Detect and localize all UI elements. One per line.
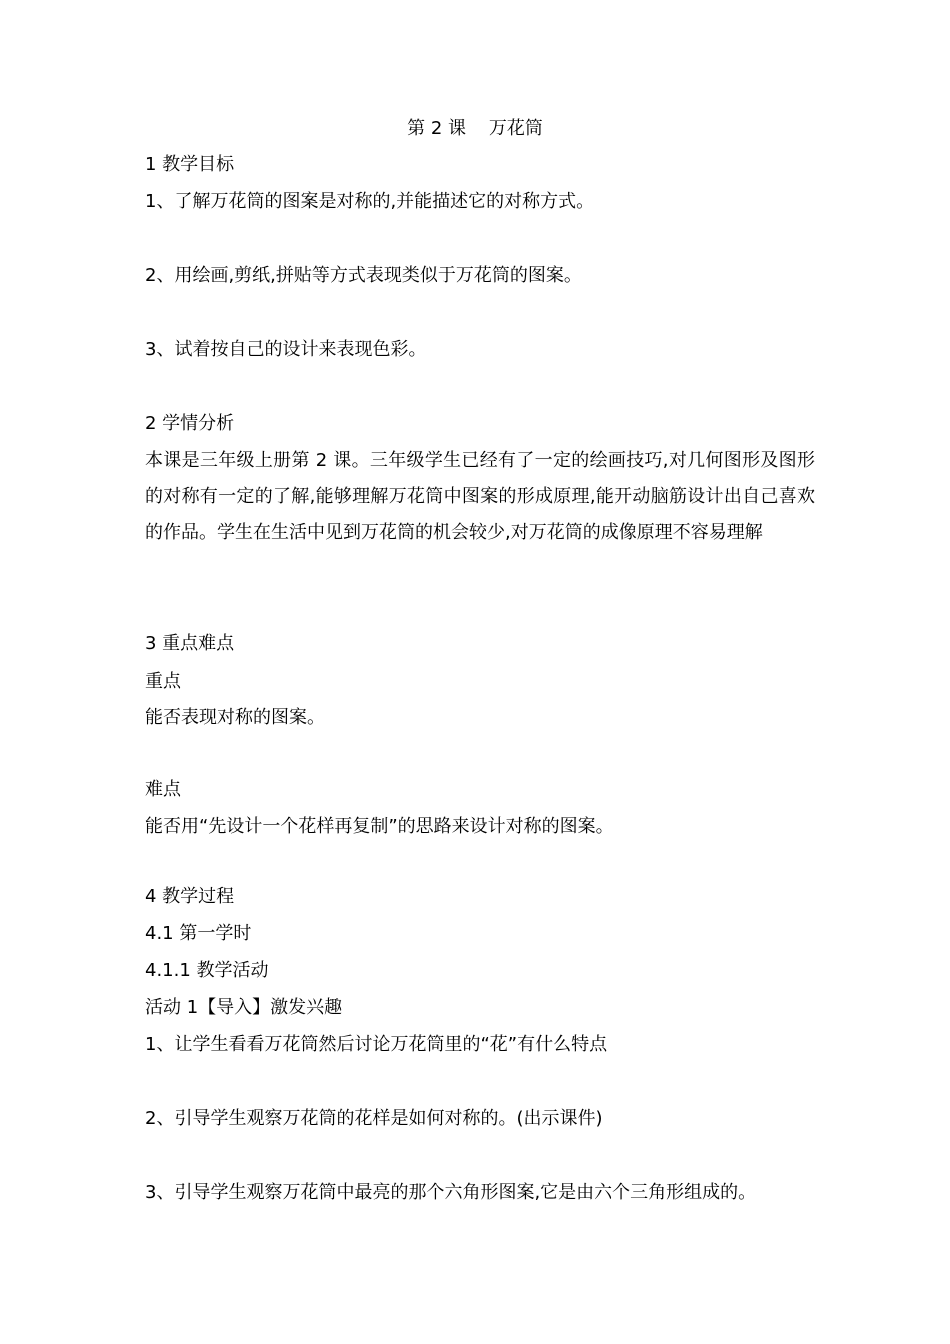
focus-label: 重点	[145, 671, 181, 692]
analysis-paragraph: 本课是三年级上册第 2 课。三年级学生已经有了一定的绘画技巧,对几何图形及图形的对称有一定的了解,能够理解万花筒中图案的形成原理,能开动脑筋设计出自己喜欢的作品。学生在生活中见到万花筒的机会较少,对万花筒的成像原理不容易理解	[145, 450, 815, 543]
section-heading-keypoints: 3 重点难点	[145, 633, 235, 654]
process-item: 3、引导学生观察万花筒中最亮的那个六角形图案,它是由六个三角形组成的。	[145, 1182, 757, 1203]
page-title: 第 2 课 万花筒	[407, 118, 543, 139]
section-heading-goals: 1 教学目标	[145, 154, 235, 175]
activity-heading: 活动 1【导入】激发兴趣	[145, 997, 343, 1018]
goal-item: 3、试着按自己的设计来表现色彩。	[145, 339, 427, 360]
focus-text: 能否表现对称的图案。	[145, 707, 325, 728]
process-item: 1、让学生看看万花筒然后讨论万花筒里的“花”有什么特点	[145, 1034, 608, 1055]
section-heading-process: 4 教学过程	[145, 886, 235, 907]
goal-item: 1、了解万花筒的图案是对称的,并能描述它的对称方式。	[145, 191, 595, 212]
goal-item: 2、用绘画,剪纸,拼贴等方式表现类似于万花筒的图案。	[145, 265, 582, 286]
difficulty-text: 能否用“先设计一个花样再复制”的思路来设计对称的图案。	[145, 816, 614, 837]
subsection-heading: 4.1.1 教学活动	[145, 960, 269, 981]
subsection-heading: 4.1 第一学时	[145, 923, 252, 944]
difficulty-label: 难点	[145, 779, 181, 800]
section-heading-analysis: 2 学情分析	[145, 413, 235, 434]
process-item: 2、引导学生观察万花筒的花样是如何对称的。(出示课件)	[145, 1108, 603, 1129]
